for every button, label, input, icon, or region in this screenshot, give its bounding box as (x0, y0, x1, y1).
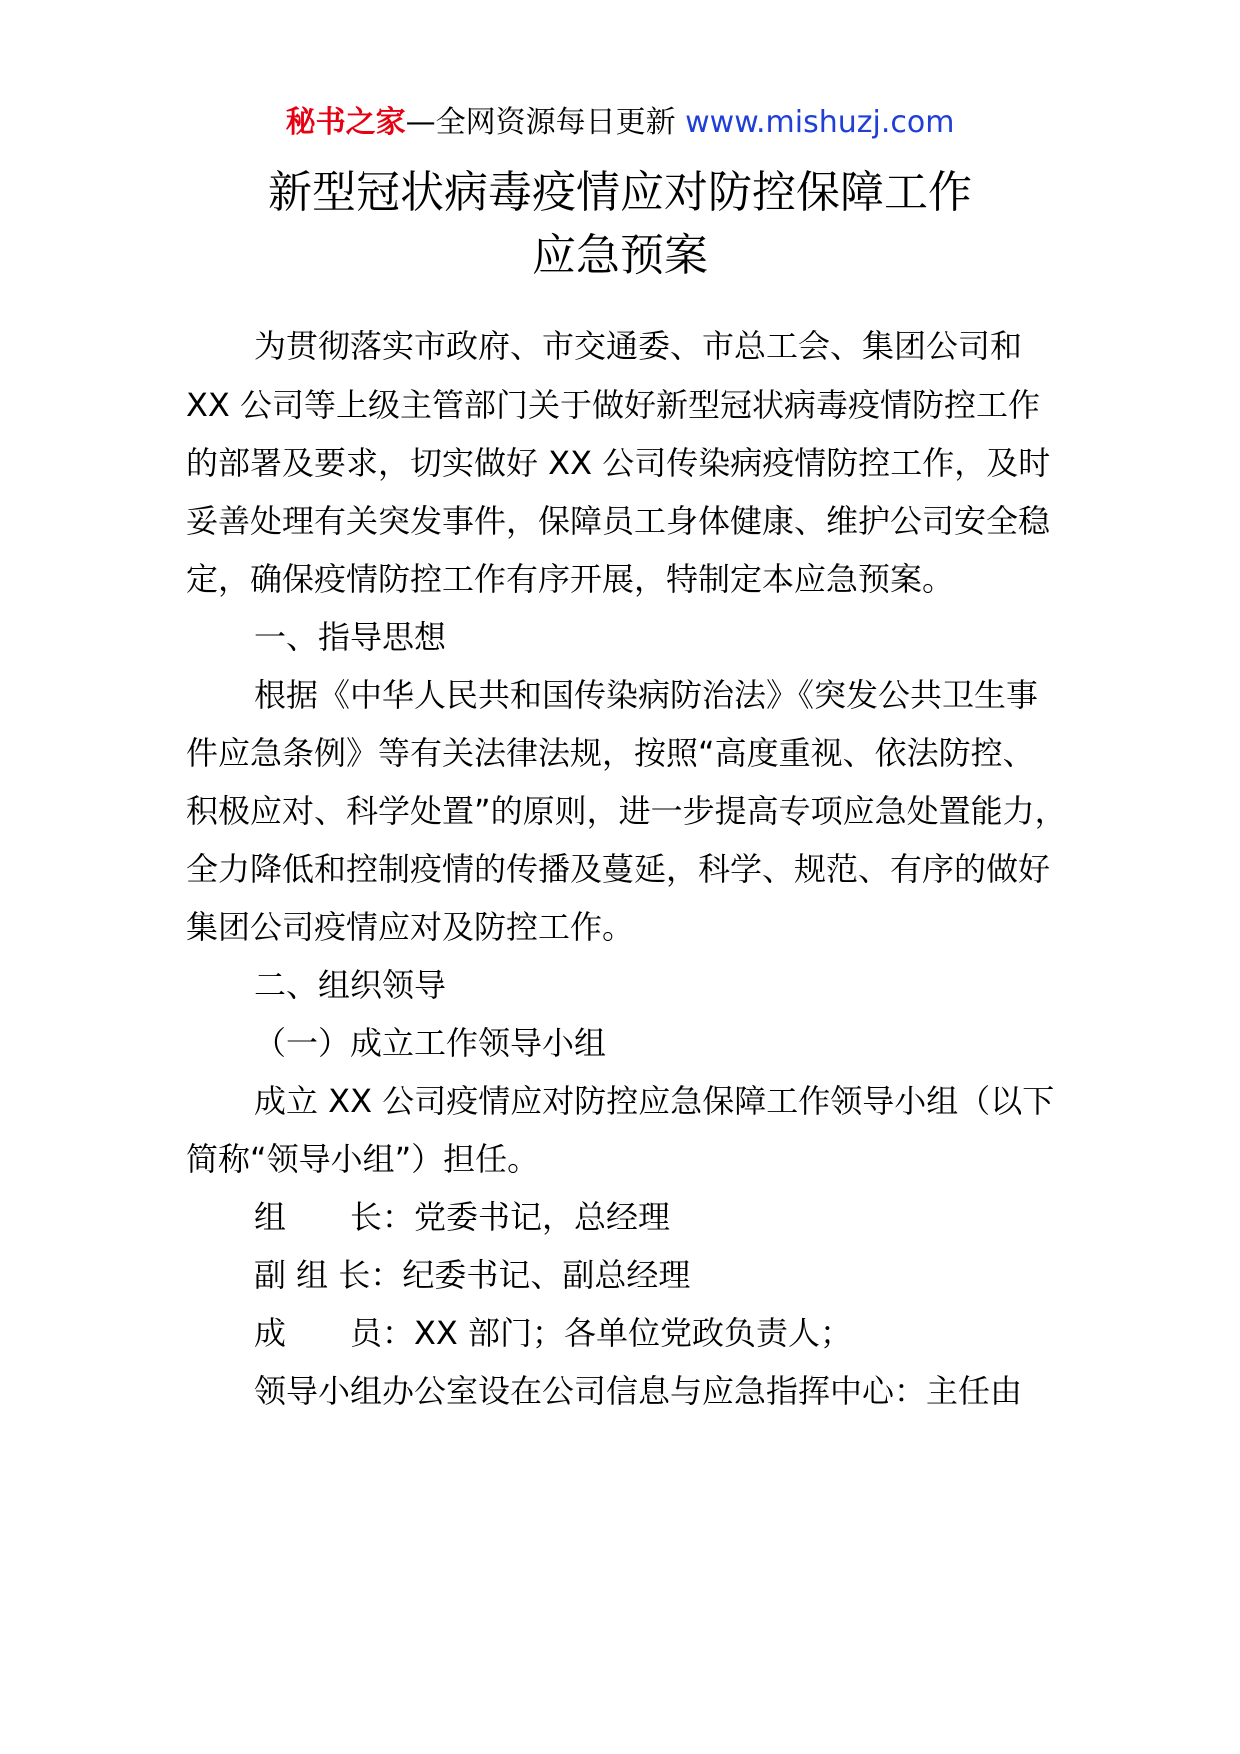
paragraph-line: 定，确保疫情防控工作有序开展，特制定本应急预案。 (186, 560, 955, 598)
paragraph-line: 妥善处理有关突发事件，保障员工身体健康、维护公司安全稳 (186, 502, 1051, 540)
paragraph-line: 成立 XX 公司疫情应对防控应急保障工作领导小组（以下 (254, 1082, 1055, 1120)
role-line-members: 成 员：XX 部门；各单位党政负责人； (254, 1314, 853, 1352)
document-title-line1: 新型冠状病毒疫情应对防控保障工作 (268, 167, 972, 218)
paragraph-line: 积极应对、科学处置”的原则，进一步提高专项应急处置能力， (186, 792, 1067, 830)
paragraph-line: 领导小组办公室设在公司信息与应急指挥中心：主任由 (254, 1372, 1023, 1410)
paragraph-line: 为贯彻落实市政府、市交通委、市总工会、集团公司和 (254, 327, 1023, 365)
subsection-heading: （一）成立工作领导小组 (254, 1024, 607, 1062)
slogan: —全网资源每日更新 (405, 105, 676, 140)
brand-name: 秘书之家 (285, 105, 406, 140)
site-url-link[interactable]: www.mishuzj.com (685, 105, 955, 140)
role-line-leader: 组 长：党委书记，总经理 (254, 1198, 671, 1236)
paragraph-line: 件应急条例》等有关法律法规，按照“高度重视、依法防控、 (186, 734, 1035, 772)
site-header (0, 100, 1240, 146)
paragraph-line: XX 公司等上级主管部门关于做好新型冠状病毒疫情防控工作 (186, 386, 1041, 424)
document-title-line2: 应急预案 (532, 230, 708, 281)
section-heading: 二、组织领导 (254, 966, 447, 1004)
role-line-deputy-leader: 副 组 长：纪委书记、副总经理 (254, 1256, 691, 1294)
paragraph-line: 全力降低和控制疫情的传播及蔓延，科学、规范、有序的做好 (186, 850, 1051, 888)
paragraph-line: 集团公司疫情应对及防控工作。 (186, 908, 635, 946)
paragraph-line: 简称“领导小组”）担任。 (186, 1140, 540, 1178)
paragraph-line: 根据《中华人民共和国传染病防治法》《突发公共卫生事 (254, 676, 1039, 714)
section-heading: 一、指导思想 (254, 618, 447, 656)
paragraph-line: 的部署及要求，切实做好 XX 公司传染病疫情防控工作，及时 (186, 444, 1051, 482)
